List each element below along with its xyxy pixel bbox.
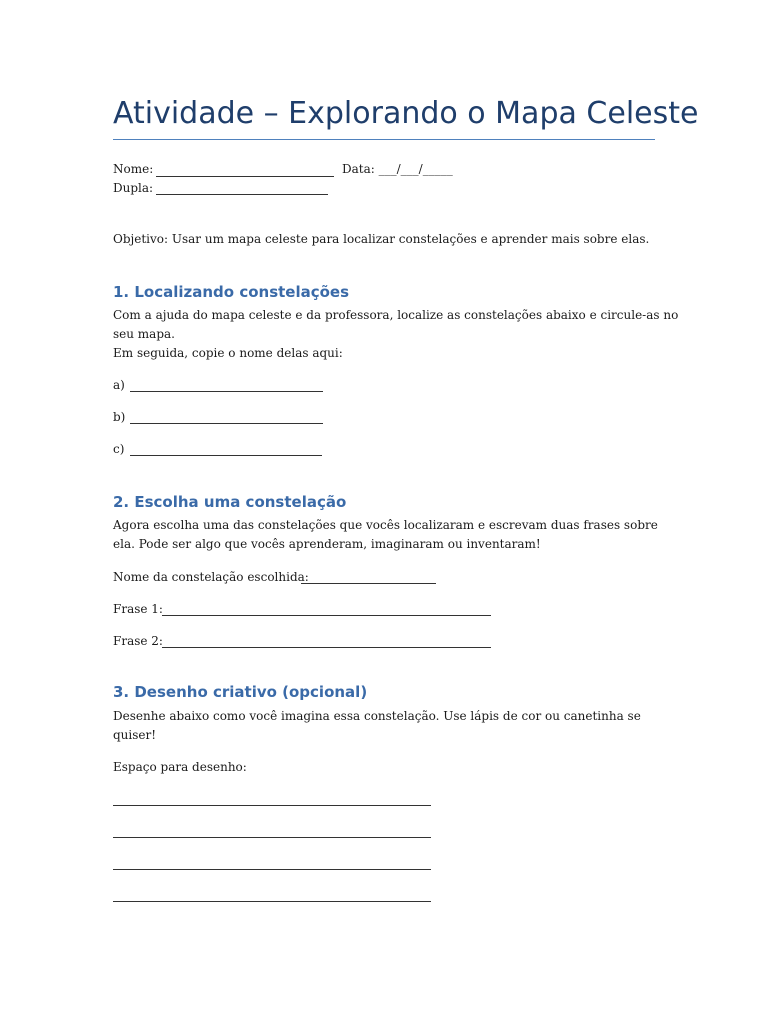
item-b-label: b) (113, 410, 126, 424)
section3-text-line2: quiser! (113, 728, 157, 742)
item-a-line[interactable] (130, 391, 323, 392)
section1-text-line3: Em seguida, copie o nome delas aqui: (113, 346, 343, 360)
section3-heading: 3. Desenho criativo (opcional) (113, 683, 368, 701)
item-c-label: c) (113, 442, 125, 456)
drawing-line[interactable] (113, 869, 431, 870)
section1-text-line2: seu mapa. (113, 327, 175, 341)
item-a-label: a) (113, 378, 125, 392)
nome-label: Nome: (113, 162, 154, 176)
frase1-line[interactable] (162, 615, 491, 616)
title-underline (113, 139, 655, 140)
section1-heading: 1. Localizando constelações (113, 283, 350, 301)
nome-field-line[interactable] (156, 176, 334, 177)
objetivo-text: Objetivo: Usar um mapa celeste para localizar constelações e aprender mais sobre elas. (113, 232, 650, 246)
constelacao-nome-label: Nome da constelação escolhida: (113, 570, 309, 584)
constelacao-nome-line[interactable] (301, 583, 436, 584)
data-label: Data: ___/___/_____ (342, 162, 453, 176)
frase2-line[interactable] (162, 647, 491, 648)
item-b-line[interactable] (130, 423, 323, 424)
dupla-field-line[interactable] (156, 194, 328, 195)
espaco-desenho-label: Espaço para desenho: (113, 760, 247, 774)
drawing-line[interactable] (113, 805, 431, 806)
section1-text-line1: Com a ajuda do mapa celeste e da professora, localize as constelações abaixo e circule-as no (113, 308, 679, 322)
section3-text-line1: Desenhe abaixo como você imagina essa constelação. Use lápis de cor ou canetinha se (113, 709, 641, 723)
frase1-label: Frase 1: (113, 602, 163, 616)
section2-heading: 2. Escolha uma constelação (113, 493, 347, 511)
document-title: Atividade – Explorando o Mapa Celeste (113, 96, 699, 131)
section2-text-line2: ela. Pode ser algo que vocês aprenderam, imaginaram ou inventaram! (113, 537, 541, 551)
dupla-label: Dupla: (113, 181, 154, 195)
section2-text-line1: Agora escolha uma das constelações que vocês localizaram e escrevam duas frases sobre (113, 518, 658, 532)
drawing-line[interactable] (113, 901, 431, 902)
item-c-line[interactable] (130, 455, 322, 456)
frase2-label: Frase 2: (113, 634, 163, 648)
drawing-line[interactable] (113, 837, 431, 838)
